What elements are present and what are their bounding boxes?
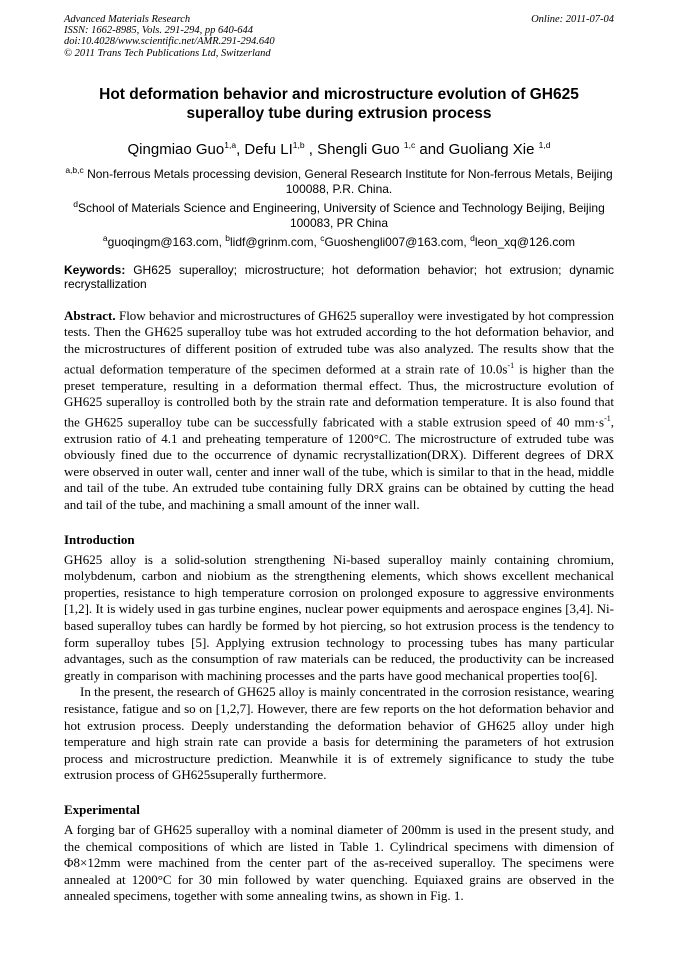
author-list: Qingmiao Guo$^{1,a}$, Defu LI$^{1,b}$ , Shengli Guo $^{1,c}$ and Guoliang Xie $^{1,d}$ [127, 139, 551, 158]
keywords-text: GH625 superalloy; microstructure; hot deformation behavior; hot extrusion; dynamic recrystallization [64, 262, 614, 291]
introduction-paragraph-2: In the present, the research of GH625 alloy is mainly concentrated in the corrosion resistance, wearing resistance, fatigue and so on [1,2,7]. However, there are few reports on the hot deformation behavior and hot extrusion process. Deeply understanding the deformation behavior of GH625 alloy under high temperature and high strain rate can provide a basis for determining the parameters of hot extrusion process and microstructure prediction. Meanwhile it is of extremely significance to study the tube extrusion process of GH625superally furthermore. [64, 684, 614, 783]
affiliation-text: School of Materials Science and Engineering, University of Science and Technology Beijing, Beijing 100083, PR China [77, 200, 605, 230]
email-link[interactable]: lidf@grinm.com, [229, 234, 317, 249]
author-name: Guoliang Xie [448, 140, 535, 158]
journal-name: Advanced Materials Research [64, 14, 191, 25]
section-heading-introduction: Introduction [64, 531, 135, 547]
email-list [64, 231, 614, 250]
journal-header [64, 14, 614, 59]
abstract-label: Abstract. [64, 307, 116, 323]
affiliation-text: Non-ferrous Metals processing devision, General Research Institute for Non-ferrous Metals, Beijing 100088, P.R. China. [87, 166, 613, 196]
experimental-paragraph-1: A forging bar of GH625 superalloy with a nominal diameter of 200mm is used in the present study, and the chemical compositions of which are listed in Table 1. Cylindrical specimens with dimension of Φ8×12mm were machined from the center part of the as-received superalloy. The specimens were annealed at 1200°C for 30 min followed by water quenching. Equiaxed grains are observed in the annealed specimens, together with some annealing twins, as shown in Fig. 1. [64, 821, 614, 904]
author-sup: 1,c [403, 139, 416, 150]
abstract-text: , extrusion ratio of 4.1 and preheating temperature of 1200°C. The microstructure of extruded tube was obviously fined due to the occurrence of dynamic recrystallization(DRX). Different degrees of DRX were observed in outer wall, center and inner wall of the tube, which is similar to that in the head, middle and tail of the tube. An extruded tube containing fully DRX grains can be obtained by cutting the head and tail of the tube, and machining a small amount of the inner wall. [64, 414, 614, 512]
issn-line: ISSN: 1662-8985, Vols. 291-294, pp 640-644 [64, 25, 253, 37]
copyright-line: © 2011 Trans Tech Publications Ltd, Switzerland [64, 47, 271, 59]
email-sup: b [225, 232, 230, 243]
email-link[interactable]: guoqingm@163.com, [107, 234, 222, 249]
author-sup: 1,a [224, 139, 237, 150]
doi-line: doi:10.4028/www.scientific.net/AMR.291-294.640 [64, 36, 275, 48]
email-link[interactable]: Guoshengli007@163.com, [324, 234, 467, 249]
author-name: Qingmiao Guo [127, 140, 225, 158]
keywords-block [64, 263, 614, 291]
keywords-label: Keywords: [64, 262, 126, 277]
email-sup: a [102, 232, 108, 243]
email-link[interactable]: leon_xq@126.com [474, 234, 576, 249]
affiliation-sup: d [73, 198, 78, 209]
abstract-sup: -1 [507, 360, 515, 370]
author-sup: 1,d [538, 139, 551, 150]
paper-title: Hot deformation behavior and microstructure evolution of GH625 superalloy tube during extrusion process [99, 85, 579, 122]
abstract-sup: -1 [604, 413, 611, 423]
paper-page [64, 14, 614, 905]
author-sup: 1,b [292, 139, 305, 150]
affiliation-sup: a,b,c [65, 164, 84, 175]
introduction-paragraph-1: GH625 alloy is a solid-solution strengthening Ni-based superalloy mainly containing chromium, molybdenum, carbon and niobium as the strengthening elements, which shows excellent mechanical properties, resistance to high temperature corrosion on prolonged exposure to aggressive environments [1,2]. It is widely used in gas turbine engines, nuclear power equipments and aerospace engines [3,4]. Ni-based superalloy tubes can hardly be formed by hot piercing, so hot extrusion process is the tendency to form superalloy tubes [5]. Applying extrusion technology to processing tubes has many particular advantages, such as the consumption of raw materials can be reduced, the productivity can be increased greatly in comparison with machining processes and the parts have good mechanical properties too[6]. [64, 551, 614, 683]
abstract-text: Flow behavior and microstructures of GH625 superalloy were investigated by hot compression tests. Then the GH625 superalloy tube was hot extruded according to the hot deformation behavior, and the microstructures of different position of extruded tube was also analyzed. The results show that the actual deformation temperature of the specimen deformed at a strain rate of 10.0s [64, 307, 615, 376]
abstract-text: is higher than the preset temperature, resulting in a deformation thermal effect. Thus, the microstructure evolution of GH625 superalloy is controlled both by the strain rate and deformation temperature. It is also found that the GH625 superalloy tube can be successfully fabricated with a stable extrusion speed of 40 mm·s [64, 360, 614, 430]
author-name: Shengli Guo [317, 140, 400, 158]
section-heading-experimental: Experimental [64, 801, 140, 817]
online-date: Online: 2011-07-04 [531, 14, 614, 25]
abstract-block [64, 308, 614, 514]
email-sup: c [320, 232, 325, 243]
author-name: Defu LI [244, 140, 293, 158]
affiliation-2 [64, 197, 614, 231]
email-sup: d [470, 232, 475, 243]
affiliation-1 [64, 163, 614, 197]
